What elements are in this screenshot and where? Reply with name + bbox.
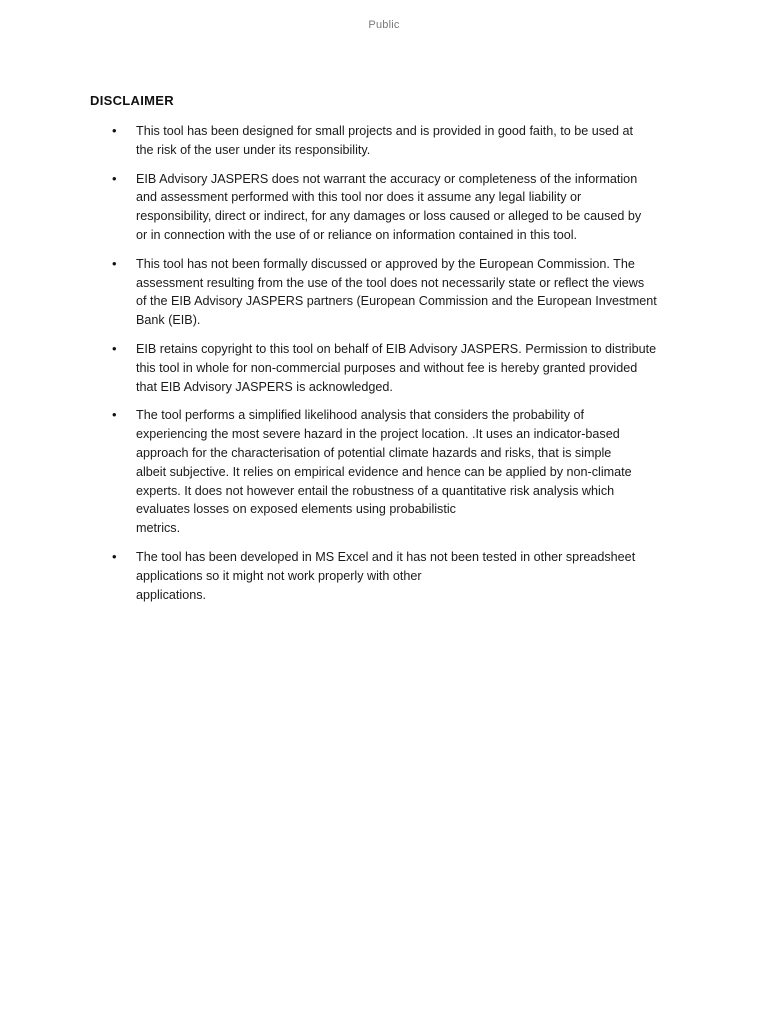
text-line: Bank (EIB).	[136, 313, 201, 328]
text-line: and assessment performed with this tool nor does it assume any legal liability or	[136, 190, 582, 205]
text-line: the risk of the user under its responsibility.	[136, 142, 371, 157]
disclaimer-item-text	[136, 406, 681, 538]
text-line: experiencing the most severe hazard in the project location. .It uses an indicator-based	[136, 427, 620, 442]
disclaimer-item	[0, 406, 768, 538]
disclaimer-item	[0, 170, 768, 245]
text-line: of the EIB Advisory JASPERS partners (European Commission and the European Investment	[136, 294, 657, 309]
text-line: This tool has been designed for small projects and is provided in good faith, to be used at	[136, 124, 634, 138]
bullet-icon: •	[112, 340, 117, 356]
text-line: applications so it might not work properly with other	[136, 568, 422, 583]
text-line: The tool has been developed in MS Excel and it has not been tested in other spreadsheet	[136, 549, 636, 564]
disclaimer-heading: DISCLAIMER	[90, 93, 174, 108]
text-line: metrics.	[136, 521, 181, 536]
bullet-icon: •	[112, 407, 117, 423]
text-line: this tool in whole for non-commercial purposes and without fee is hereby granted provided	[136, 360, 638, 375]
text-line: responsibility, direct or indirect, for any damages or loss caused or alleged to be caused by	[136, 209, 642, 224]
disclaimer-item	[0, 122, 768, 160]
text-line: albeit subjective. It relies on empirical evidence and hence can be applied by non-climate	[136, 464, 632, 479]
text-line: EIB retains copyright to this tool on behalf of EIB Advisory JASPERS. Permission to distribute	[136, 341, 657, 356]
text-line: evaluates losses on exposed elements using probabilistic	[136, 502, 456, 517]
text-line: The tool performs a simplified likelihood analysis that considers the probability of	[136, 408, 585, 423]
disclaimer-item-text	[136, 255, 681, 330]
disclaimer-item-text	[136, 548, 681, 604]
classification-label: Public	[368, 19, 400, 31]
disclaimer-item-text	[136, 122, 681, 160]
text-line: applications.	[136, 587, 207, 602]
text-line: experts. It does not however entail the robustness of a quantitative risk analysis which	[136, 483, 615, 498]
text-line: or in connection with the use of or reliance on information contained in this tool.	[136, 227, 578, 242]
bullet-icon: •	[112, 255, 117, 271]
text-line: that EIB Advisory JASPERS is acknowledged.	[136, 379, 393, 394]
disclaimer-item	[0, 340, 768, 396]
text-line: approach for the characterisation of potential climate hazards and risks, that is simple	[136, 445, 612, 460]
disclaimer-list	[0, 122, 768, 614]
disclaimer-item-text	[136, 170, 681, 245]
text-line: assessment resulting from the use of the tool does not necessarily state or reflect the views	[136, 275, 645, 290]
disclaimer-item-text	[136, 340, 681, 396]
disclaimer-item	[0, 548, 768, 604]
disclaimer-item	[0, 255, 768, 330]
text-line: This tool has not been formally discussed or approved by the European Commission. The	[136, 256, 635, 271]
bullet-icon: •	[112, 548, 117, 564]
text-line: EIB Advisory JASPERS does not warrant the accuracy or completeness of the information	[136, 171, 638, 186]
bullet-icon: •	[112, 170, 117, 186]
bullet-icon: •	[112, 123, 117, 138]
